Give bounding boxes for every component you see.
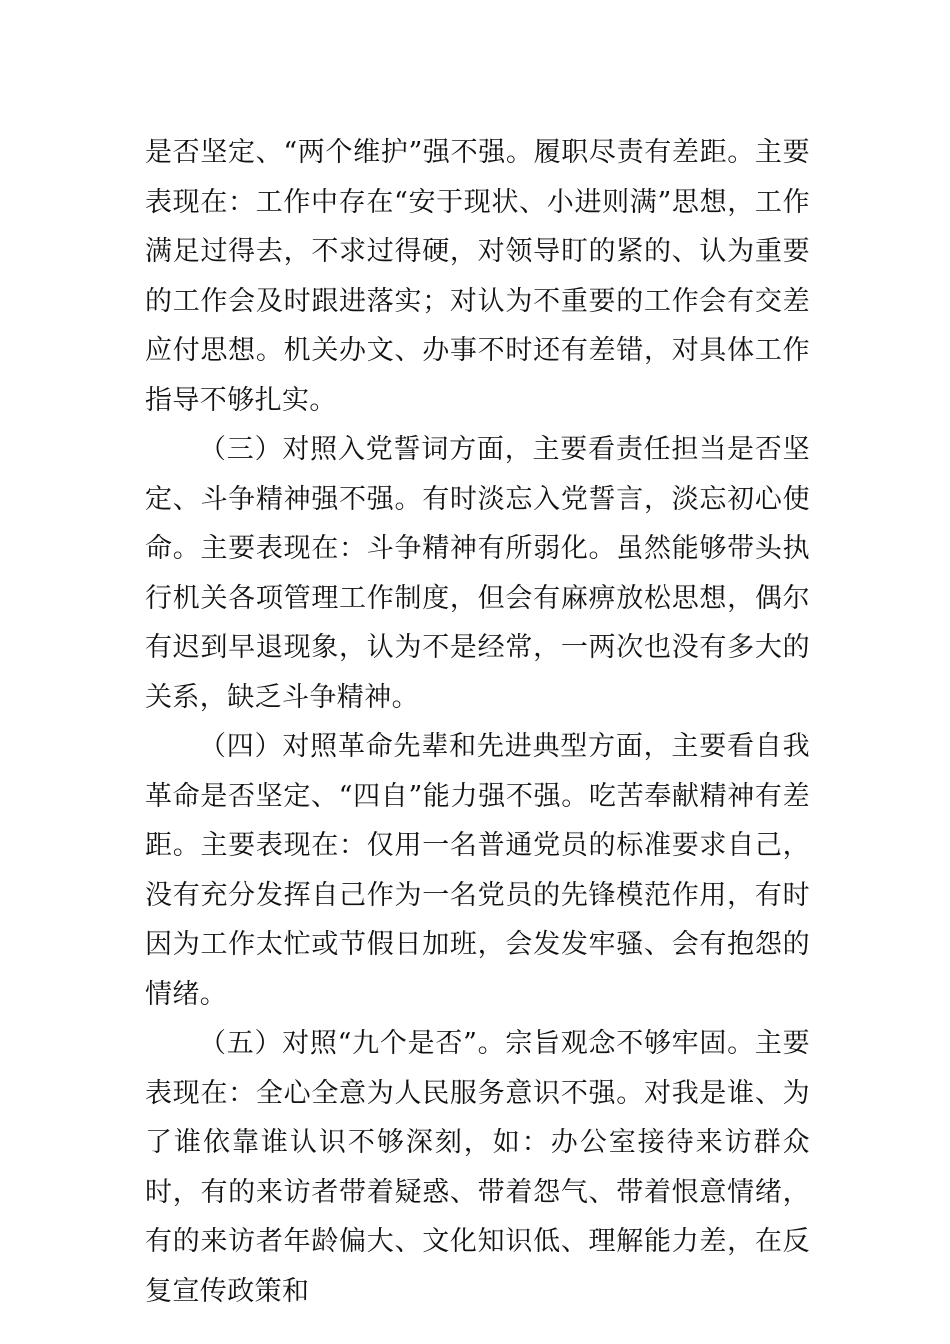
paragraph-3: （四）对照革命先辈和先进典型方面，主要看自我革命是否坚定、“四自”能力强不强。吃苦奉献精神有差距。主要表现在：仅用一名普通党员的标准要求自己，没有充分发挥自己作为一名党员的先锋模范作用，有时因为工作太忙或节假日加班，会发发牢骚、会有抱怨的情绪。 [145, 731, 810, 1010]
paragraph-4: （五）对照“九个是否”。宗旨观念不够牢固。主要表现在：全心全意为人民服务意识不强。对我是谁、为了谁依靠谁认识不够深刻，如：办公室接待来访群众时，有的来访者带着疑惑、带着怨气、带着恨意情绪，有的来访者年龄偏大、文化知识低、理解能力差，在反复宣传政策和 [145, 1028, 810, 1307]
paragraph-2: （三）对照入党誓词方面，主要看责任担当是否坚定、斗争精神强不强。有时淡忘入党誓言，淡忘初心使命。主要表现在：斗争精神有所弱化。虽然能够带头执行机关各项管理工作制度，但会有麻痹放松思想，偶尔有迟到早退现象，认为不是经常，一两次也没有多大的关系，缺乏斗争精神。 [145, 434, 810, 713]
document-page [145, 128, 810, 1316]
paragraph-1: 是否坚定、“两个维护”强不强。履职尽责有差距。主要表现在：工作中存在“安于现状、小进则满”思想，工作满足过得去，不求过得硬，对领导盯的紧的、认为重要的工作会及时跟进落实；对认为不重要的工作会有交差应付思想。机关办文、办事不时还有差错，对具体工作指导不够扎实。 [145, 137, 810, 416]
